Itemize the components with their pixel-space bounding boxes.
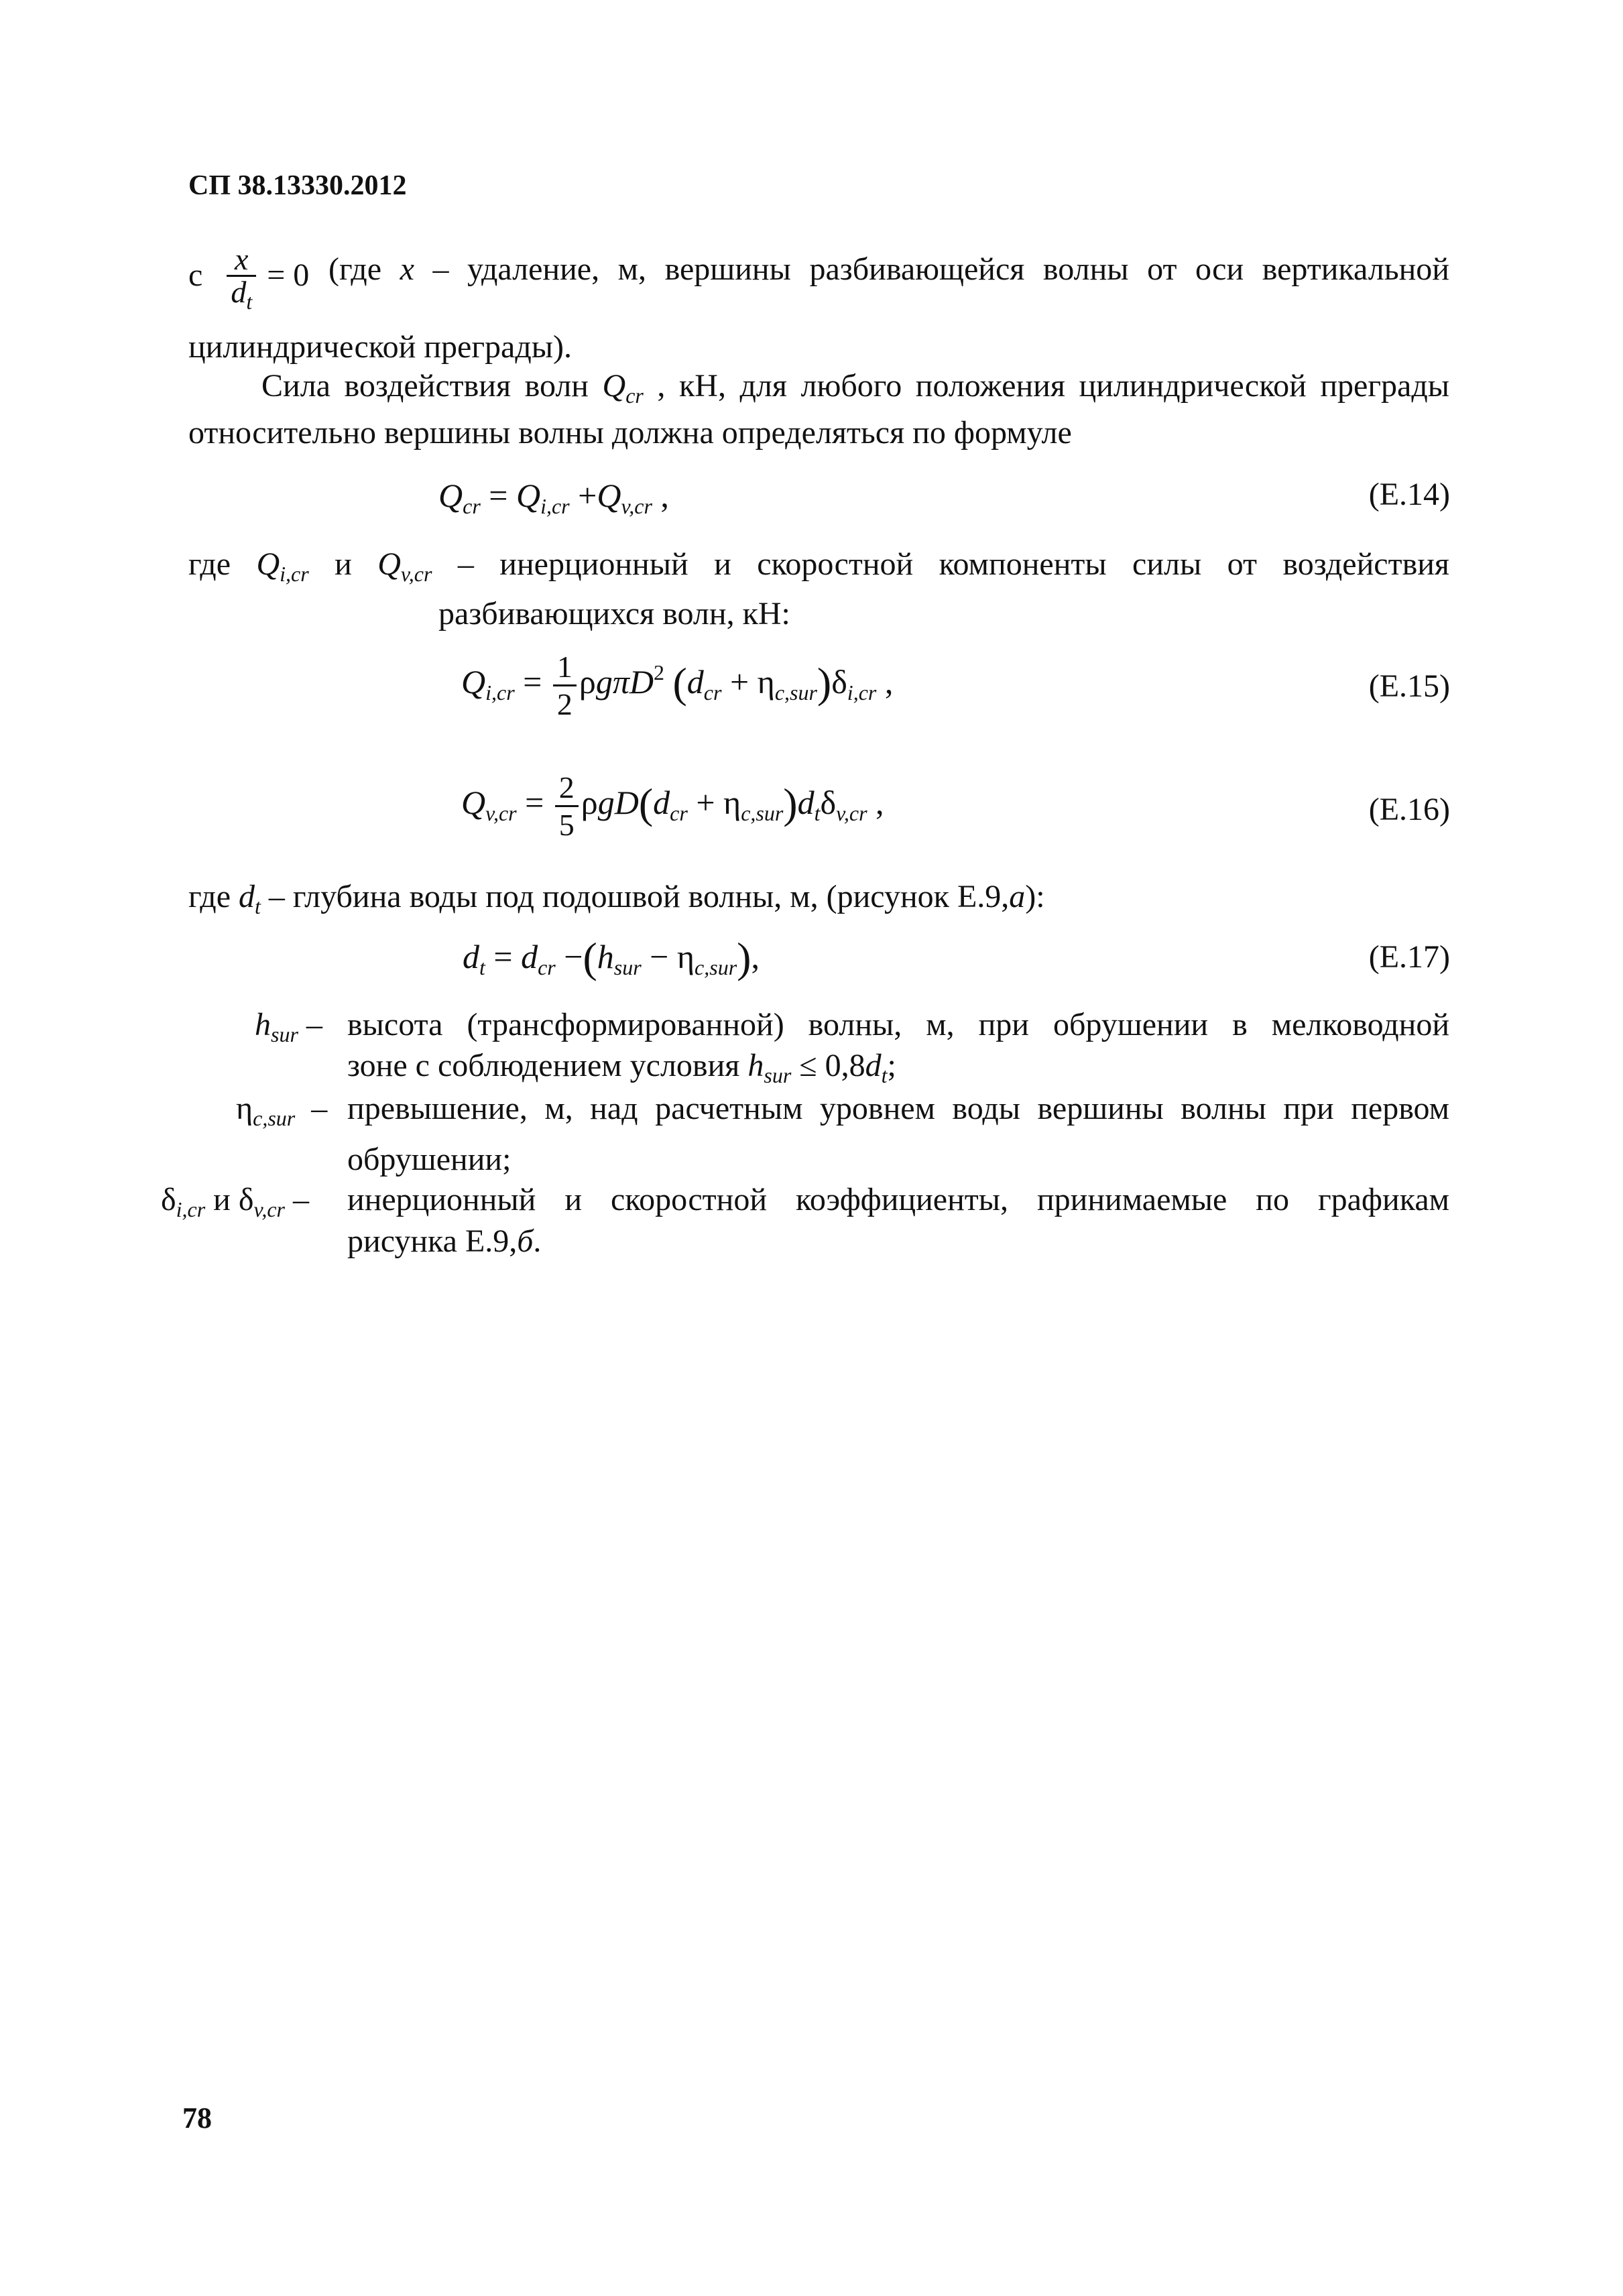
equation-e14-number: (Е.14) [1368,477,1450,512]
equation-e17-number: (Е.17) [1368,939,1450,975]
def-eta-line-1: превышение, м, над расчетным уровнем воды вершины волны при первом [347,1091,1449,1126]
def-delta-line-1: инерционный и скоростной коэффициенты, принимаемые по графикам [347,1182,1449,1217]
document-header: СП 38.13330.2012 [188,170,407,201]
page-number: 78 [182,2102,212,2134]
intro-c: с [188,257,203,294]
intro-rest: (где x – удаление, м, вершины разбивающейся волны от оси вертикальной [328,251,1449,287]
where-q-line-1: где $Q_{i,cr}$ и $Q_{v,cr}$ – инерционный и скоростной компоненты силы от воздействия [188,546,1450,586]
equation-e16-number: (Е.16) [1368,792,1450,827]
def-hsur-term: $h_{sur}$ – [255,1007,322,1046]
equation-e16: $Q_{v,cr}$ = $\frac{2}{5}$ $\rho gD(d_{cr} + \eta_{c,sur})d_t\delta_{v,cr}$ , [461,770,884,842]
where-q-line-2: разбивающихся волн, кН: [438,596,790,631]
def-hsur-line-1: высота (трансформированной) волны, м, при обрушении в мелководной [347,1007,1449,1042]
where-dt: где $d_t$ – глубина воды под подошвой волны, м, (рисунок Е.9,а): [188,879,1045,918]
def-hsur-line-2: зоне с соблюдением условия $h_{sur} \le 0,8d_t$; [347,1048,896,1087]
equation-e17: $d_t = d_{cr} -(h_{sur} - \eta_{c,sur})$, [463,934,760,981]
def-delta-term: $\delta_{i,cr}$ и $\delta_{v,cr}$ – [161,1182,309,1221]
def-eta-line-2: обрушении; [347,1142,512,1177]
equation-e15-number: (Е.15) [1368,668,1450,704]
intro-line-2: цилиндрической преграды). [188,329,572,365]
para-force-line-2: относительно вершины волны должна определяться по формуле [188,415,1072,450]
intro-line-1: с $\frac{x}{d_t}$ = 0 [188,242,310,314]
def-eta-term: $\eta_{c,sur}$ – [236,1091,328,1130]
equation-e15: $Q_{i,cr}$ = $\frac{1}{2}$ ρgπD$^2$ $(d_{cr} + \eta_{c,sur})\delta_{i,cr}$ , [461,650,894,721]
para-force-line-1: Сила воздействия волн $Q_{cr}$ , кН, для любого положения цилиндрической преграды [261,368,1450,408]
equation-e14: $Q_{cr} = Q_{i,cr} +Q_{v,cr}$ , [438,477,669,518]
def-delta-line-2: рисунка Е.9,б. [347,1223,542,1259]
x-over-dt-fraction: $\frac{x}{d_t}$ [227,244,256,312]
